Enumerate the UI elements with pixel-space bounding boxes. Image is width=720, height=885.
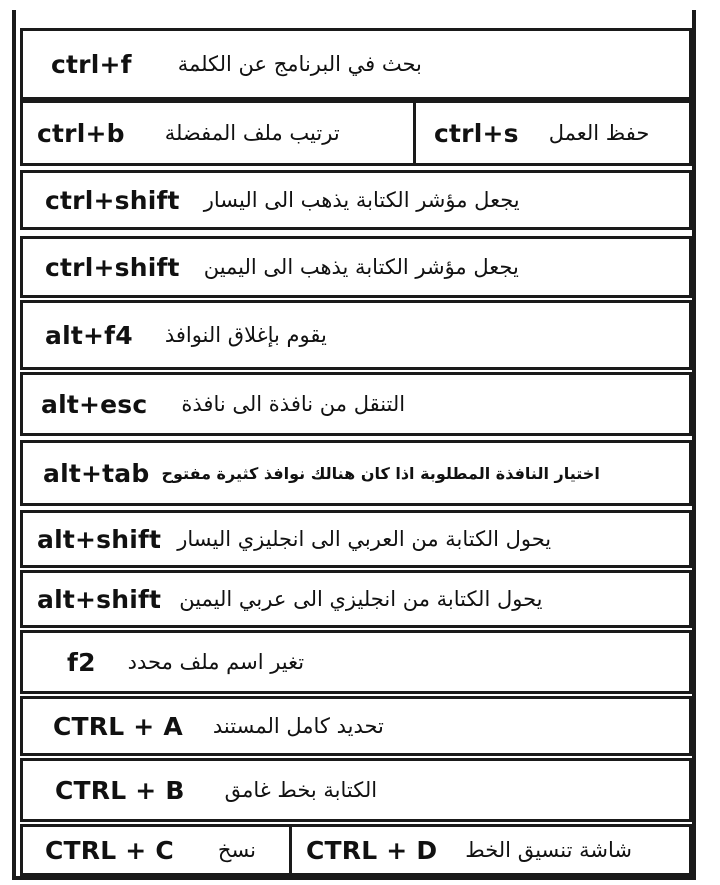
shortcut-key: CTRL + A bbox=[53, 711, 183, 741]
shortcut-key: CTRL + D bbox=[306, 835, 438, 865]
table-row bbox=[20, 570, 692, 628]
shortcut-key: ctrl+s bbox=[434, 118, 519, 148]
shortcut-description: شاشة تنسيق الخط bbox=[465, 838, 632, 862]
shortcut-key: ctrl+f bbox=[51, 49, 132, 79]
table-row bbox=[20, 758, 692, 822]
shortcut-key: ctrl+b bbox=[37, 118, 125, 148]
table-row bbox=[20, 28, 692, 100]
table-row bbox=[20, 440, 692, 506]
shortcut-key: ctrl+shift bbox=[45, 185, 180, 215]
table-row bbox=[20, 372, 692, 436]
shortcut-table bbox=[12, 10, 696, 880]
shortcut-key: CTRL + C bbox=[45, 835, 174, 865]
shortcut-description: بحث في البرنامج عن الكلمة bbox=[177, 52, 422, 76]
shortcut-key: f2 bbox=[67, 647, 96, 677]
shortcut-description: الكتابة بخط غامق bbox=[224, 778, 378, 802]
shortcut-key: alt+shift bbox=[37, 584, 162, 614]
shortcut-description: ترتيب ملف المفضلة bbox=[164, 121, 340, 145]
shortcut-key: ctrl+shift bbox=[45, 252, 180, 282]
shortcut-description: تحديد كامل المستند bbox=[212, 714, 384, 738]
shortcut-key: alt+shift bbox=[37, 524, 162, 554]
table-row bbox=[20, 696, 692, 756]
shortcut-description: يحول الكتابة من انجليزي الى عربي اليمين bbox=[179, 587, 543, 611]
shortcut-description: تغير اسم ملف محدد bbox=[127, 650, 305, 674]
shortcut-description: التنقل من نافذة الى نافذة bbox=[181, 392, 406, 416]
shortcut-key: CTRL + B bbox=[55, 775, 185, 805]
shortcut-description: يقوم بإغلاق النوافذ bbox=[164, 323, 327, 347]
shortcut-description: يجعل مؤشر الكتابة يذهب الى اليمين bbox=[203, 255, 519, 279]
table-row bbox=[20, 100, 692, 166]
shortcut-key: alt+esc bbox=[41, 389, 148, 419]
table-row bbox=[20, 300, 692, 370]
shortcut-description: اختيار النافذة المطلوبة اذا كان هنالك نوافذ كثيرة مفتوح bbox=[161, 463, 600, 483]
shortcut-description: نسخ bbox=[217, 838, 257, 862]
table-row bbox=[20, 510, 692, 568]
table-row bbox=[20, 170, 692, 230]
shortcut-description: يجعل مؤشر الكتابة يذهب الى اليسار bbox=[203, 188, 520, 212]
shortcut-key: alt+tab bbox=[43, 458, 150, 488]
table-row bbox=[20, 236, 692, 298]
shortcut-description: يحول الكتابة من العربي الى انجليزي اليسار bbox=[177, 527, 552, 551]
table-row bbox=[20, 824, 692, 876]
shortcut-key: alt+f4 bbox=[45, 320, 133, 350]
table-row bbox=[20, 630, 692, 694]
shortcut-description: حفظ العمل bbox=[548, 121, 650, 145]
